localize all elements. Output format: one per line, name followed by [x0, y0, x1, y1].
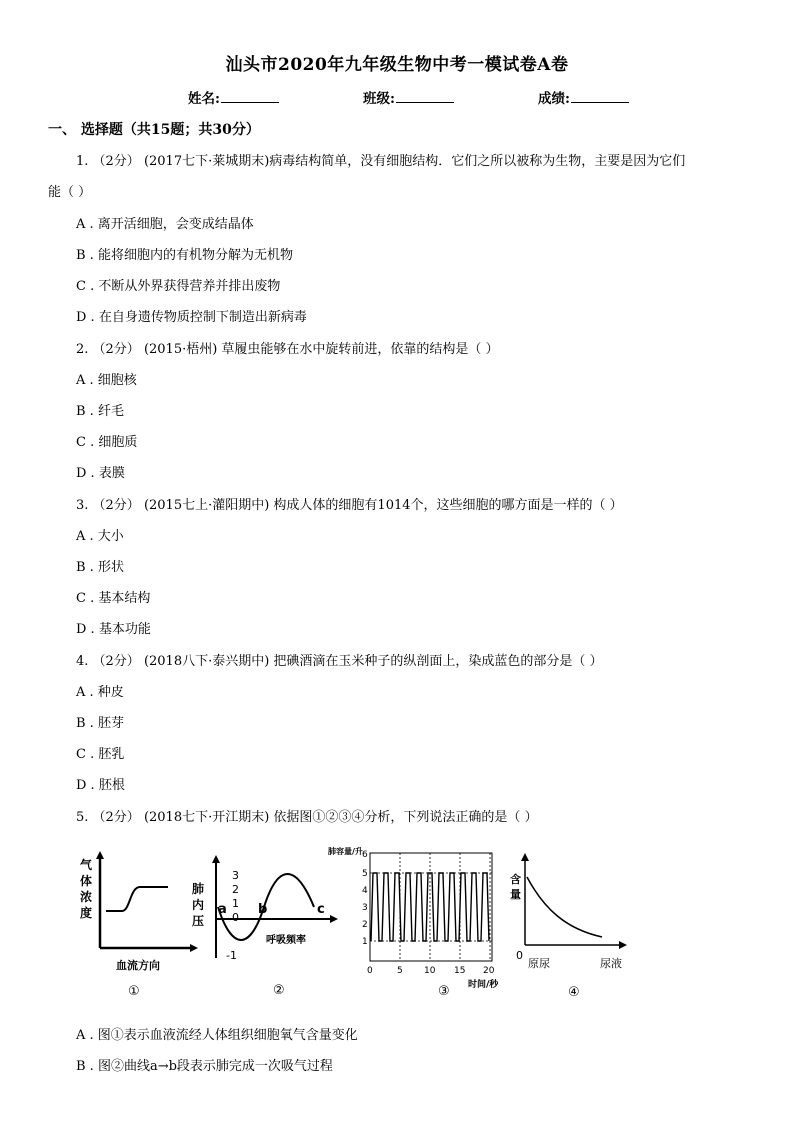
fig2-point-b: b	[258, 902, 268, 917]
question-3-option-d[interactable]: D . 基本功能	[76, 622, 151, 637]
fig2-point-c: c	[317, 902, 325, 917]
question-4-option-b[interactable]: B . 胚芽	[76, 716, 124, 731]
class-field	[363, 87, 454, 107]
fig3-ytick-6: 6	[362, 850, 368, 860]
fig4-ylabel-1: 含	[510, 873, 521, 886]
fig3-xtick-15: 15	[454, 966, 466, 976]
fig1-caption: ①	[128, 984, 140, 999]
fig3-xtick-5: 5	[397, 966, 403, 976]
fig3-ytick-4: 4	[362, 886, 368, 896]
question-4-stem: 4. （2分） (2018八下·泰兴期中) 把碘酒滴在玉米种子的纵剖面上，染成蓝色的部分是（ ）	[76, 654, 603, 669]
fig2-xlabel: 呼吸频率	[266, 935, 306, 946]
fig4-origin: 0	[516, 949, 523, 962]
fig3-ytick-1: 1	[362, 937, 368, 947]
fig3-ytick-5: 5	[362, 869, 368, 879]
question-1-option-c[interactable]: C . 不断从外界获得营养并排出废物	[76, 279, 281, 294]
exam-title: 汕头市2020年九年级生物中考一模试卷A卷	[225, 55, 569, 75]
question-1-option-a[interactable]: A . 离开活细胞，会变成结晶体	[76, 217, 254, 232]
fig4-x1: 原尿	[528, 957, 550, 970]
question-3-option-b[interactable]: B . 形状	[76, 560, 124, 575]
score-label: 成绩:	[538, 91, 570, 107]
fig2-ylabel-1: 肺	[192, 882, 205, 896]
fig3-ylabel: 肺容量/升	[328, 847, 363, 856]
score-blank[interactable]	[571, 90, 629, 103]
question-2-option-d[interactable]: D . 表膜	[76, 466, 125, 481]
fig1-ylabel-2: 体	[80, 874, 93, 888]
question-3-option-a[interactable]: A . 大小	[76, 529, 124, 544]
fig2-tick-1: 1	[232, 897, 239, 910]
figure-3	[328, 846, 499, 999]
question-1-stem-cont: 能（ ）	[48, 185, 92, 200]
fig4-caption: ④	[568, 985, 580, 1000]
figure-2	[192, 855, 338, 998]
question-1-option-d[interactable]: D . 在自身遗传物质控制下制造出新病毒	[76, 310, 307, 325]
fig3-ytick-3: 3	[362, 903, 368, 913]
fig2-point-a: a	[218, 902, 227, 917]
fig2-tick-2: 2	[232, 883, 239, 896]
fig2-ylabel-3: 压	[192, 914, 205, 928]
fig4-x2: 尿液	[600, 957, 622, 970]
fig1-x-arrow	[190, 944, 198, 952]
fig4-x-arrow	[619, 941, 627, 949]
class-label: 班级:	[363, 91, 395, 107]
question-4-option-d[interactable]: D . 胚根	[76, 778, 125, 793]
fig1-ylabel-3: 浓	[80, 890, 93, 904]
fig1-curve	[106, 887, 168, 911]
fig3-ytick-2: 2	[362, 920, 368, 930]
fig1-xlabel: 血流方向	[116, 959, 160, 972]
fig2-caption: ②	[273, 983, 285, 998]
name-label: 姓名:	[188, 91, 220, 107]
figures-svg	[70, 843, 630, 1003]
question-5-option-b[interactable]: B . 图②曲线a→b段表示肺完成一次吸气过程	[76, 1059, 333, 1074]
question-2-option-b[interactable]: B . 纤毛	[76, 404, 124, 419]
fig4-curve	[527, 877, 602, 937]
figure-4	[510, 853, 627, 1000]
fig4-y-arrow	[521, 853, 529, 861]
question-5-figures	[70, 843, 630, 1003]
fig4-ylabel-2: 量	[510, 888, 521, 901]
question-2-stem: 2. （2分） (2015·梧州) 草履虫能够在水中旋转前进，依靠的结构是（ ）	[76, 342, 499, 357]
question-5-option-a[interactable]: A . 图①表示血液流经人体组织细胞氧气含量变化	[76, 1028, 358, 1043]
fig1-ylabel-4: 度	[80, 906, 93, 920]
fig2-ylabel-2: 内	[192, 898, 205, 912]
question-3-option-c[interactable]: C . 基本结构	[76, 591, 151, 606]
fig3-xtick-10: 10	[424, 966, 436, 976]
question-5-stem: 5. （2分） (2018七下·开江期末) 依据图①②③④分析，下列说法正确的是（ ）	[76, 810, 538, 825]
fig3-caption: ③	[438, 984, 450, 999]
question-4-option-c[interactable]: C . 胚乳	[76, 747, 125, 762]
question-3-stem: 3. （2分） (2015七上·灌阳期中) 构成人体的细胞有1014个，这些细胞的哪方面是一样的（ ）	[76, 498, 623, 513]
section-heading: 一、 选择题（共15题；共30分）	[48, 122, 260, 138]
question-1-stem: 1. （2分） (2017七下·莱城期末)病毒结构简单，没有细胞结构．它们之所以被称为生物，主要是因为它们	[76, 154, 686, 169]
fig2-x-arrow	[330, 915, 338, 923]
fig2-tick-0: 0	[232, 911, 239, 924]
question-4-option-a[interactable]: A . 种皮	[76, 685, 124, 700]
fig2-tick-neg1: -1	[226, 949, 237, 962]
fig1-y-arrow	[96, 851, 104, 859]
question-1-option-b[interactable]: B . 能将细胞内的有机物分解为无机物	[76, 248, 293, 263]
class-blank[interactable]	[396, 90, 454, 103]
score-field	[538, 87, 629, 107]
fig3-xtick-0: 0	[367, 966, 373, 976]
fig2-tick-3: 3	[232, 869, 239, 882]
fig3-xlabel: 时间/秒	[468, 980, 499, 990]
question-2-option-c[interactable]: C . 细胞质	[76, 435, 138, 450]
fig3-xtick-20: 20	[483, 966, 495, 976]
question-2-option-a[interactable]: A . 细胞核	[76, 373, 137, 388]
name-blank[interactable]	[221, 90, 279, 103]
fig2-y-arrow	[212, 855, 220, 863]
fig1-ylabel-1: 气	[80, 858, 93, 872]
name-field	[188, 87, 279, 107]
figure-1	[80, 851, 198, 999]
